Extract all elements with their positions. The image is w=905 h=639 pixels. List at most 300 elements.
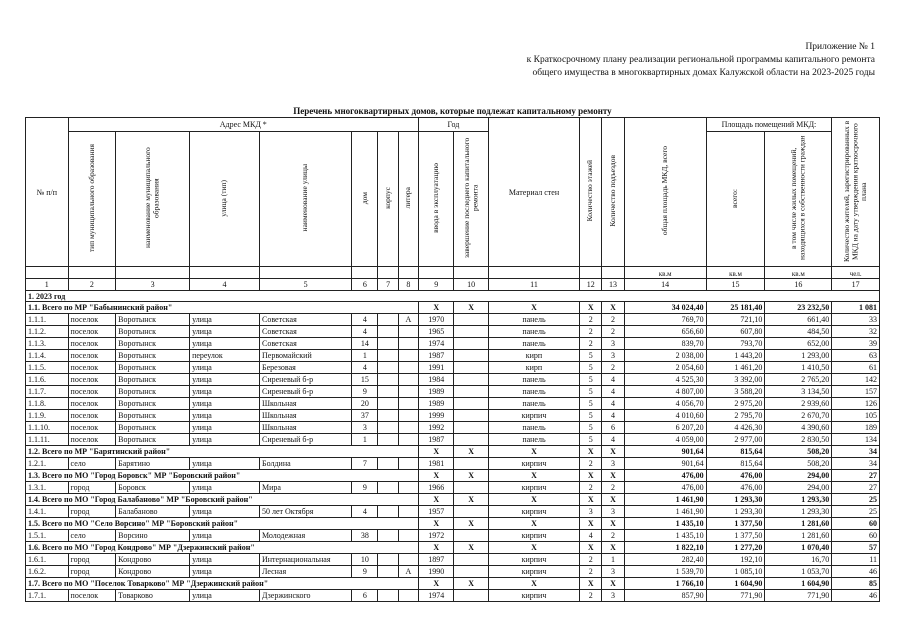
table-cell: 10: [352, 554, 378, 566]
group-commissioned: X: [418, 542, 453, 554]
col-header-floors: Количество этажей: [580, 118, 602, 267]
table-cell: 126: [832, 398, 880, 410]
table-cell: [398, 398, 418, 410]
table-cell: Болдина: [259, 458, 351, 470]
table-cell: улица: [190, 458, 260, 470]
table-cell: 282,40: [624, 554, 706, 566]
group-area-res: 23 232,50: [765, 302, 832, 314]
unit-residents: чел.: [832, 267, 880, 279]
table-cell: панель: [488, 398, 579, 410]
group-last-repair: X: [454, 518, 488, 530]
table-cell: 4 390,60: [765, 422, 832, 434]
group-residents: 85: [832, 578, 880, 590]
table-cell: кирпич: [488, 554, 579, 566]
table-cell: поселок: [68, 386, 116, 398]
table-cell: [454, 554, 488, 566]
table-cell: 32: [832, 326, 880, 338]
table-cell: город: [68, 554, 116, 566]
table-cell: 11: [832, 554, 880, 566]
table-cell: 1.1.1.: [26, 314, 69, 326]
table-cell: 656,60: [624, 326, 706, 338]
table-cell: [398, 506, 418, 518]
group-entrances: X: [602, 518, 624, 530]
table-cell: 3 392,00: [706, 374, 765, 386]
table-row: [26, 530, 880, 542]
group-total: 1 435,10: [624, 518, 706, 530]
table-cell: [378, 350, 398, 362]
table-cell: [378, 554, 398, 566]
group-commissioned: X: [418, 446, 453, 458]
group-total: 1 461,90: [624, 494, 706, 506]
group-entrances: X: [602, 494, 624, 506]
table-cell: Воротынск: [116, 326, 190, 338]
group-total: 34 024,40: [624, 302, 706, 314]
table-cell: [454, 434, 488, 446]
table-cell: поселок: [68, 338, 116, 350]
table-cell: [454, 482, 488, 494]
table-cell: [454, 530, 488, 542]
table-row: [26, 434, 880, 446]
table-cell: [454, 410, 488, 422]
table-cell: 142: [832, 374, 880, 386]
table-cell: 4 059,00: [624, 434, 706, 446]
group-area-res: 1 604,90: [765, 578, 832, 590]
table-cell: 769,70: [624, 314, 706, 326]
table-cell: 157: [832, 386, 880, 398]
group-last-repair: X: [454, 446, 488, 458]
table-cell: [378, 506, 398, 518]
table-cell: 2 939,60: [765, 398, 832, 410]
group-walls: X: [488, 494, 579, 506]
table-cell: 1991: [418, 362, 453, 374]
table-cell: 476,00: [624, 482, 706, 494]
table-cell: [398, 530, 418, 542]
column-number: 11: [488, 279, 579, 291]
table-cell: улица: [190, 398, 260, 410]
table-cell: 2: [580, 566, 602, 578]
group-last-repair: X: [454, 494, 488, 506]
table-cell: 34: [832, 458, 880, 470]
table-cell: село: [68, 458, 116, 470]
col-header-building: корпус: [378, 132, 398, 267]
table-cell: [454, 422, 488, 434]
table-cell: 1.1.9.: [26, 410, 69, 422]
table-cell: село: [68, 530, 116, 542]
table-cell: [398, 458, 418, 470]
group-total: 1 766,10: [624, 578, 706, 590]
table-cell: поселок: [68, 434, 116, 446]
table-cell: 1.1.8.: [26, 398, 69, 410]
table-cell: 2 795,70: [706, 410, 765, 422]
col-header-year: Год: [418, 118, 488, 132]
units-row: [26, 267, 880, 279]
table-cell: 1 461,20: [706, 362, 765, 374]
group-walls: X: [488, 578, 579, 590]
table-cell: 1 410,50: [765, 362, 832, 374]
col-header-mo-name: наименование муниципального образования: [116, 132, 190, 267]
group-last-repair: X: [454, 542, 488, 554]
table-row: [26, 554, 880, 566]
group-title: 1.1. Всего по МР "Бабынинский район": [26, 302, 419, 314]
column-number: 9: [418, 279, 453, 291]
table-cell: [398, 326, 418, 338]
group-total-row: [26, 518, 880, 530]
group-area-all: 1 293,30: [706, 494, 765, 506]
table-cell: 1974: [418, 338, 453, 350]
group-floors: X: [580, 518, 602, 530]
col-header-walls: Материал стен: [488, 118, 579, 267]
table-cell: [398, 482, 418, 494]
col-header-entrances: Количество подъездов: [602, 118, 624, 267]
year-label: 1. 2023 год: [26, 291, 880, 302]
table-cell: 15: [352, 374, 378, 386]
table-cell: 4: [602, 434, 624, 446]
group-area-res: 1 293,30: [765, 494, 832, 506]
table-cell: [454, 338, 488, 350]
table-cell: переулок: [190, 350, 260, 362]
table-cell: Советская: [259, 314, 351, 326]
year-row: [26, 291, 880, 302]
table-cell: 3: [602, 458, 624, 470]
table-row: [26, 422, 880, 434]
table-cell: 7: [352, 458, 378, 470]
table-cell: [454, 458, 488, 470]
table-cell: [398, 554, 418, 566]
table-cell: 6 207,20: [624, 422, 706, 434]
table-cell: 2: [602, 314, 624, 326]
table-cell: [378, 566, 398, 578]
appendix-line-2: к Краткосрочному плану реализации региональной программы капитального ремонта: [526, 55, 875, 65]
table-cell: Первомайский: [259, 350, 351, 362]
col-header-letter: литера: [398, 132, 418, 267]
table-cell: 3 588,20: [706, 386, 765, 398]
table-cell: 1.1.5.: [26, 362, 69, 374]
table-title: Перечень многоквартирных домов, которые подлежат капитальному ремонту: [293, 106, 612, 116]
table-cell: Сиреневый б-р: [259, 374, 351, 386]
table-cell: 4: [352, 362, 378, 374]
column-number: 17: [832, 279, 880, 291]
table-cell: 4 426,30: [706, 422, 765, 434]
table-cell: [378, 374, 398, 386]
table-cell: 1: [352, 434, 378, 446]
table-cell: поселок: [68, 410, 116, 422]
table-cell: 1 293,30: [765, 506, 832, 518]
table-cell: 3: [602, 338, 624, 350]
table-cell: 27: [832, 482, 880, 494]
table-cell: 4: [352, 506, 378, 518]
appendix-line-1: Приложение № 1: [805, 42, 875, 52]
table-row: [26, 410, 880, 422]
table-cell: 6: [602, 422, 624, 434]
table-cell: Сиреневый б-р: [259, 386, 351, 398]
col-header-total-area: общая площадь МКД, всего: [624, 118, 706, 267]
group-last-repair: X: [454, 470, 488, 482]
table-cell: 1.1.2.: [26, 326, 69, 338]
table-cell: панель: [488, 338, 579, 350]
table-cell: 46: [832, 590, 880, 602]
table-cell: кирп: [488, 362, 579, 374]
table-cell: Воротынск: [116, 338, 190, 350]
table-cell: улица: [190, 566, 260, 578]
table-cell: улица: [190, 530, 260, 542]
table-cell: 2: [580, 338, 602, 350]
table-cell: Боровск: [116, 482, 190, 494]
group-walls: X: [488, 542, 579, 554]
group-residents: 57: [832, 542, 880, 554]
table-cell: Интернациональная: [259, 554, 351, 566]
table-cell: 1981: [418, 458, 453, 470]
table-cell: 1: [352, 350, 378, 362]
table-cell: поселок: [68, 374, 116, 386]
table-cell: [454, 566, 488, 578]
table-cell: [454, 590, 488, 602]
table-cell: [378, 386, 398, 398]
table-cell: 3 134,50: [765, 386, 832, 398]
table-cell: 1 085,10: [706, 566, 765, 578]
table-cell: 1 053,70: [765, 566, 832, 578]
table-cell: улица: [190, 326, 260, 338]
col-header-area-group: Площадь помещений МКД:: [706, 118, 832, 132]
group-residents: 1 081: [832, 302, 880, 314]
table-cell: 1 377,50: [706, 530, 765, 542]
table-cell: 1.6.2.: [26, 566, 69, 578]
table-cell: 721,10: [706, 314, 765, 326]
column-number: 6: [352, 279, 378, 291]
group-entrances: X: [602, 302, 624, 314]
table-cell: 63: [832, 350, 880, 362]
table-cell: 5: [580, 422, 602, 434]
table-cell: 14: [352, 338, 378, 350]
table-cell: 2 830,50: [765, 434, 832, 446]
table-row: [26, 482, 880, 494]
table-cell: 1.1.10.: [26, 422, 69, 434]
column-number: 14: [624, 279, 706, 291]
group-total-row: [26, 578, 880, 590]
table-cell: улица: [190, 422, 260, 434]
table-cell: [378, 362, 398, 374]
table-cell: [398, 374, 418, 386]
group-floors: X: [580, 446, 602, 458]
table-cell: улица: [190, 410, 260, 422]
table-cell: улица: [190, 374, 260, 386]
group-area-res: 1 281,60: [765, 518, 832, 530]
group-area-all: 815,64: [706, 446, 765, 458]
table-cell: 46: [832, 566, 880, 578]
table-cell: [398, 590, 418, 602]
table-cell: 2 670,70: [765, 410, 832, 422]
table-row: [26, 314, 880, 326]
table-cell: кирпич: [488, 530, 579, 542]
table-cell: Лесная: [259, 566, 351, 578]
table-cell: [398, 362, 418, 374]
table-cell: поселок: [68, 398, 116, 410]
table-cell: [378, 482, 398, 494]
group-entrances: X: [602, 542, 624, 554]
table-cell: 476,00: [706, 482, 765, 494]
group-title: 1.3. Всего по МО "Город Боровск" МР "Боровский район": [26, 470, 419, 482]
table-cell: поселок: [68, 422, 116, 434]
table-cell: 607,80: [706, 326, 765, 338]
table-cell: 1.5.1.: [26, 530, 69, 542]
col-header-num: № п/п: [26, 118, 69, 267]
table-cell: Балабаново: [116, 506, 190, 518]
table-cell: 1 293,30: [706, 506, 765, 518]
unit-area-residential: кв.м: [765, 267, 832, 279]
group-area-all: 476,00: [706, 470, 765, 482]
group-total-row: [26, 494, 880, 506]
table-row: [26, 386, 880, 398]
column-number: 4: [190, 279, 260, 291]
col-header-house: дом: [352, 132, 378, 267]
column-number: 8: [398, 279, 418, 291]
table-cell: Воротынск: [116, 422, 190, 434]
group-total: 476,00: [624, 470, 706, 482]
table-cell: улица: [190, 434, 260, 446]
table-cell: 2: [580, 314, 602, 326]
table-cell: Воротынск: [116, 398, 190, 410]
table-cell: Товарково: [116, 590, 190, 602]
table-cell: 3: [352, 422, 378, 434]
table-cell: 192,10: [706, 554, 765, 566]
column-number: 1: [26, 279, 69, 291]
group-commissioned: X: [418, 494, 453, 506]
group-total-row: [26, 302, 880, 314]
col-header-residents: Количество жителей, зарегистрированных в МКД на дату утверждения краткосрочного плана: [832, 118, 880, 267]
group-floors: X: [580, 470, 602, 482]
table-row: [26, 374, 880, 386]
table-cell: [378, 530, 398, 542]
table-cell: панель: [488, 422, 579, 434]
group-walls: X: [488, 302, 579, 314]
table-cell: панель: [488, 386, 579, 398]
column-number: 2: [68, 279, 116, 291]
table-cell: [398, 434, 418, 446]
table-cell: 1989: [418, 398, 453, 410]
table-cell: панель: [488, 374, 579, 386]
table-cell: кирпич: [488, 506, 579, 518]
appendix-line-3: общего имущества в многоквартирных домах Калужской области на 2023-2025 годы: [532, 68, 875, 78]
table-cell: 3: [580, 506, 602, 518]
table-cell: 2: [602, 362, 624, 374]
group-title: 1.5. Всего по МО "Село Ворсино" МР "Боровский район": [26, 518, 419, 530]
table-row: [26, 458, 880, 470]
table-cell: 189: [832, 422, 880, 434]
column-number: 13: [602, 279, 624, 291]
column-number: 16: [765, 279, 832, 291]
table-cell: 6: [352, 590, 378, 602]
table-cell: панель: [488, 434, 579, 446]
table-cell: 5: [580, 374, 602, 386]
table-cell: 2 054,60: [624, 362, 706, 374]
table-cell: поселок: [68, 314, 116, 326]
table-cell: поселок: [68, 590, 116, 602]
group-area-all: 1 277,20: [706, 542, 765, 554]
group-residents: 60: [832, 518, 880, 530]
table-cell: 771,90: [765, 590, 832, 602]
table-cell: поселок: [68, 350, 116, 362]
table-cell: Школьная: [259, 398, 351, 410]
col-header-commissioned: ввода в эксплуатацию: [418, 132, 453, 267]
table-cell: 1.1.4.: [26, 350, 69, 362]
group-area-res: 1 070,40: [765, 542, 832, 554]
group-walls: X: [488, 518, 579, 530]
table-cell: Воротынск: [116, 434, 190, 446]
group-area-all: 25 181,40: [706, 302, 765, 314]
table-cell: 105: [832, 410, 880, 422]
table-cell: Советская: [259, 326, 351, 338]
column-number: 15: [706, 279, 765, 291]
table-cell: 5: [580, 386, 602, 398]
table-cell: 1: [602, 554, 624, 566]
table-cell: 1 539,70: [624, 566, 706, 578]
col-header-mo-type: тип муниципального образования: [68, 132, 116, 267]
table-cell: город: [68, 506, 116, 518]
table-cell: 2 977,00: [706, 434, 765, 446]
table-cell: [378, 326, 398, 338]
table-cell: 1984: [418, 374, 453, 386]
table-cell: 857,90: [624, 590, 706, 602]
table-cell: 815,64: [706, 458, 765, 470]
table-cell: 2: [580, 590, 602, 602]
table-cell: 9: [352, 566, 378, 578]
table-cell: [454, 398, 488, 410]
table-cell: 1897: [418, 554, 453, 566]
table-cell: 1.1.6.: [26, 374, 69, 386]
col-header-area-residential: в том числе жилых помещений, находящихся в собственности граждан: [765, 132, 832, 267]
column-number: 12: [580, 279, 602, 291]
table-cell: Воротынск: [116, 362, 190, 374]
table-cell: [454, 386, 488, 398]
table-cell: 771,90: [706, 590, 765, 602]
table-cell: город: [68, 566, 116, 578]
houses-table: [25, 117, 880, 602]
table-cell: 1992: [418, 422, 453, 434]
table-cell: 793,70: [706, 338, 765, 350]
group-entrances: X: [602, 578, 624, 590]
group-floors: X: [580, 578, 602, 590]
table-row: [26, 590, 880, 602]
table-cell: 1.1.11.: [26, 434, 69, 446]
table-cell: 1.7.1.: [26, 590, 69, 602]
table-cell: 4: [602, 410, 624, 422]
table-row: [26, 566, 880, 578]
group-residents: 27: [832, 470, 880, 482]
table-cell: 661,40: [765, 314, 832, 326]
table-cell: 1 461,90: [624, 506, 706, 518]
table-cell: Кондрово: [116, 554, 190, 566]
group-title: 1.6. Всего по МО "Город Кондрово" МР "Дзержинский район": [26, 542, 419, 554]
table-cell: 2: [602, 482, 624, 494]
col-header-last-repair: завершение последнего капитального ремонта: [454, 132, 488, 267]
table-cell: Ворсино: [116, 530, 190, 542]
table-cell: кирпич: [488, 566, 579, 578]
group-area-res: 294,00: [765, 470, 832, 482]
group-title: 1.2. Всего по МР "Барятинский район": [26, 446, 419, 458]
table-cell: улица: [190, 590, 260, 602]
table-cell: 9: [352, 482, 378, 494]
table-cell: улица: [190, 482, 260, 494]
table-cell: 5: [580, 362, 602, 374]
table-cell: 4 807,00: [624, 386, 706, 398]
table-row: [26, 350, 880, 362]
group-total: 1 822,10: [624, 542, 706, 554]
table-cell: 1970: [418, 314, 453, 326]
group-floors: X: [580, 494, 602, 506]
table-cell: 20: [352, 398, 378, 410]
table-cell: 1966: [418, 482, 453, 494]
column-number-row: [26, 279, 880, 291]
table-cell: 4 525,30: [624, 374, 706, 386]
